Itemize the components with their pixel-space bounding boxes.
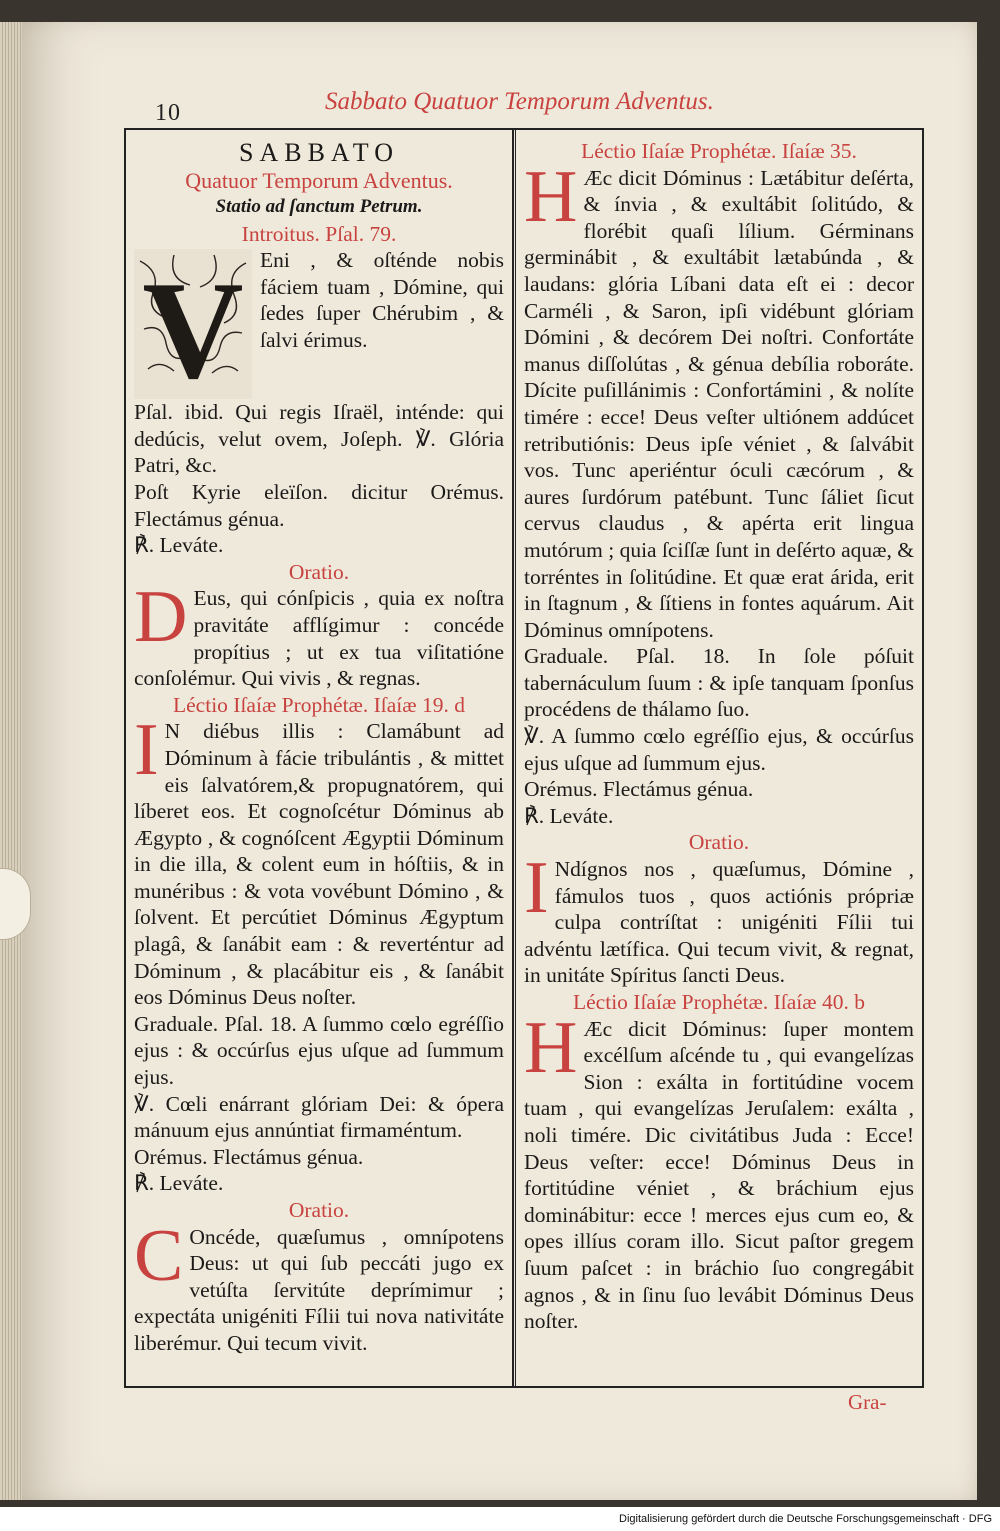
svg-text:V: V: [142, 253, 244, 400]
drop-cap-c: C: [134, 1214, 184, 1297]
catchword: Gra-: [848, 1390, 887, 1414]
oremus-line: Orémus. Flectámus génua.: [134, 1144, 364, 1169]
running-head: Sabbato Quatuor Temporum Adventus.: [325, 88, 714, 115]
response-levate: ℟. Leváte.: [134, 533, 224, 558]
text-frame: [124, 128, 924, 1388]
graduale-text: Graduale. Pſal. 18. A ſummo cœlo egréſſio ejus : & occúrſus ejus uſque ad ſummum ejus.: [134, 1011, 504, 1090]
oremus-line-2: Orémus. Flectámus génua.: [524, 777, 754, 802]
lectio-heading-3: Léctio Iſaíæ Prophétæ. Iſaíæ 40. b: [573, 990, 865, 1014]
oratio-heading: Oratio.: [288, 559, 350, 584]
oratio-text-3: Ndígnos nos , quæſumus, Dómine , fámulos tuos , quos actiónis própriæ culpa contríſtat : unigéniti Fílii tui advéntu lætífica. Qui tecum vivit, & regnat, in unitáte Spíritus ſancti Deus.: [524, 857, 914, 988]
lectio-text-3: Æc dicit Dóminus: ſuper montem excélſum aſcénde tu , qui evangelízas Sion : exálta in fortitúdine vocem tuam , qui evangelízas Jeruſalem: exálta , noli timére. Dic civitátibus Juda : Ecce! Deus veſter: ecce! Dóminus Deus in fortitúdine véniet , & bráchium ejus dominábitur: ecce ! merces ejus cum eo, & opes illíus coram illo. Sicut paſtor gregem ſuum paſcet : in bráchio ſuo congregábit agnos , & in ſinu ſuo levábit Dóminus Deus noſter.: [524, 1016, 914, 1334]
statio-line: Statio ad ſanctum Petrum.: [215, 196, 423, 217]
drop-cap-h: H: [524, 155, 578, 238]
digitization-footer: Digitalisierung gefördert durch die Deutsche Forschungsgemeinschaft · DFG: [0, 1507, 1000, 1531]
right-column: [512, 130, 924, 1386]
rubric-kyrie: Poſt Kyrie eleïſon. dicitur Orémus. Flectámus génua.: [134, 479, 504, 531]
oratio-text: Eus, qui cónſpicis , quia ex noſtra pravitáte afflígimur : concéde propítius ; ut ex tua viſitatióne conſolémur. Qui vivis , & regnas.: [134, 586, 504, 691]
introitus-heading: Introitus. Pſal. 79.: [241, 221, 397, 246]
response-levate-3: ℟. Leváte.: [524, 803, 614, 828]
drop-cap-h-2: H: [524, 1006, 578, 1089]
heading-subtitle: Quatuor Temporum Adventus.: [185, 168, 453, 193]
page-number: 10: [155, 100, 181, 126]
versicle-text-2: ℣. A ſummo cœlo egréſſio ejus, & occúrſus ejus uſque ad ſummum ejus.: [524, 724, 914, 775]
drop-cap-i: I: [134, 709, 159, 792]
response-levate-2: ℟. Leváte.: [134, 1171, 224, 1196]
page-edges: [0, 22, 22, 1500]
left-column: [124, 130, 514, 1386]
lectio-text-2: Æc dicit Dóminus : Lætábitur deſérta, & ínvia , & exultábit ſolitúdo, & florébit quaſi lílium. Gérminans germinábit , & exultábit lætabúnda , & laudans: glória Líbani data eſt ei : decor Carméli , & Saron, ipſi vidébunt glóriam Dómini , & decórem Dei noſtri. Confortáte manus diſſolútas , & génua debília roboráte. Dícite puſillánimis : Confortámini , & nolíte timére : ecce! Deus veſter ultiónem addúcet retributiónis: Deus ipſe véniet , & ſalvábit vos. Tunc aperiéntur óculi cæcórum , & aures ſurdórum patébunt. Tunc ſáliet ſicut cervus claudus , & apérta erit lingua mutórum ; quia ſciſſæ ſunt in deſérto aquæ, & torréntes in ſolitúdine. Et quæ erat árida, erit in ſtagnum , & ſítiens in fontes aquárum. Ait Dóminus omnípotens.: [524, 165, 914, 642]
versicle-text: ℣. Cœli enárrant glóriam Dei: & ópera mánuum ejus annúntiat firmaméntum.: [134, 1091, 504, 1143]
oratio-heading-3: Oratio.: [688, 830, 750, 855]
drop-cap-i-2: I: [524, 847, 549, 930]
lectio-text: N diébus illis : Clamábunt ad Dóminum à fácie tribulántis , & mittet eis ſalvatórem,& propugnatórem, qui líberet eos. Et cognoſcétur Dóminus ab Ægypto , & cognóſcent Ægyptii Dóminum in die illa, & colent eum in hóſtiis, & in munéribus : & vota vovébunt Dómino , & ſolvent. Et percútiet Dóminus Ægyptum plagâ, & ſanábit eam : & reverténtur ad Dóminum , & placábitur eis , & ſanábit eos Dóminus Deus noſter.: [134, 719, 504, 1010]
oratio-text-2: Oncéde, quæſumus , omnípotens Deus: ut qui ſub peccáti jugo ex vetúſta ſervitúte deprímimur ; expectáta unigéniti Fílii tui nova nativitáte liberémur. Qui tecum vivit.: [134, 1224, 504, 1355]
oratio-heading-2: Oratio.: [288, 1198, 350, 1222]
lectio-heading: Léctio Iſaíæ Prophétæ. Iſaíæ 19. d: [173, 692, 465, 717]
lectio-heading-2: Léctio Iſaíæ Prophétæ. Iſaíæ 35.: [581, 139, 857, 163]
psalm-verse: Pſal. ibid. Qui regis Iſraël, inténde: qui dedúcis, velut ovem, Joſeph. ℣. Glória Patri, &c.: [134, 400, 504, 478]
ornamental-initial-v: [134, 249, 252, 399]
heading-sabbato: SABBATO: [238, 138, 399, 167]
graduale-text-2: Graduale. Pſal. 18. In ſole póſuit tabernáculum ſuum : & ipſe tanquam ſponſus procédens de thálamo ſuo.: [524, 644, 914, 722]
introit-text: Eni , & oſténde nobis fáciem tuam , Dómine, qui ſedes ſuper Chérubim , & ſalvi érimus.: [260, 248, 504, 352]
drop-cap-d: D: [134, 576, 188, 659]
